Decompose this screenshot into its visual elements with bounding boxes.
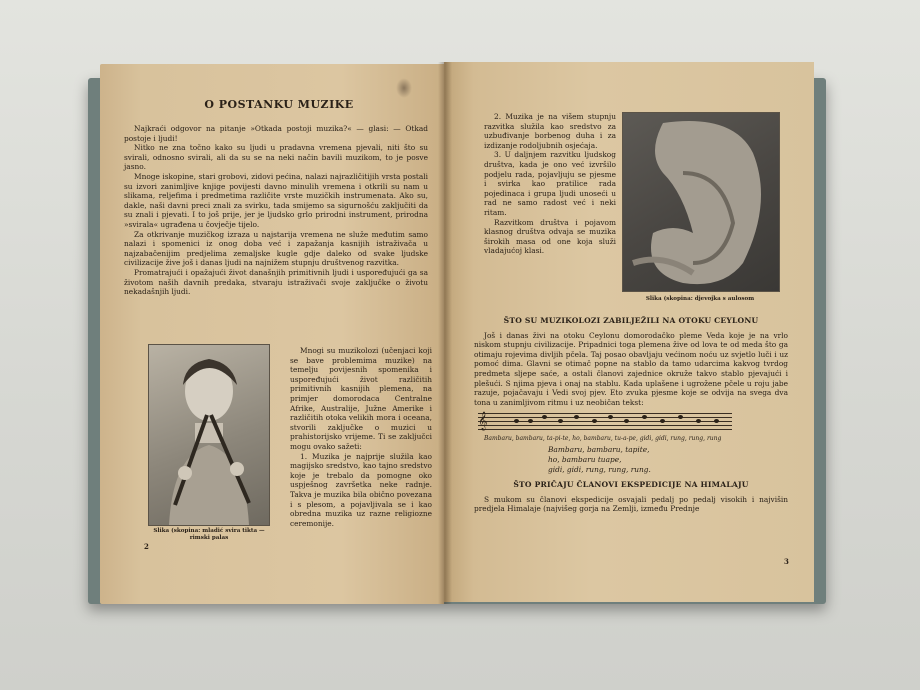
- paragraph: Nitko ne zna točno kako su ljudi u pradavna vremena pjevali, niti što su svirali, odnosno svirali, ali da su se na neki način bavili muzikom, to je posve jasno.: [124, 143, 428, 172]
- song-verse: Bambaru, bambaru, tapite, ho, bambaru tuape, gidi, gidi, rung, rung, rung.: [548, 445, 651, 474]
- paragraph: Još i danas živi na otoku Ceylonu domorodačko pleme Veda koje je na vrlo niskom stupnju civilizacije. Pripadnici toga plemena žive od lova te od meda što ga otimaju rojevima divljih pčela. Taj posao obavljaju većinom noću uz svjetlo luči i uz pomoć dima. Glavni se otimač popne na stablo da tamo udarcima kakvog tvrdog predmeta sljepe saće, a ostali članovi zajednice okruže takvo stablo pjevajući i plešući. S njima pjeva i onaj na stablu. Kada uplašene i ugrožene pčele u roju jabe razuje, pojačavaju i Vedi svoj pjev. Eto zvuka pjesme koje se odvija na svega dva tona u zanimljivom ritmu i uz neobičan tekst:: [474, 330, 788, 407]
- paragraph: Promatrajući i opažajući život današnjih primitivnih ljudi i uspoređujući ga sa životom naših davnih predaka, stvaraju istraživači svoje zaključke o životu nekadašnjih ljudi.: [124, 267, 428, 297]
- right-body: [474, 316, 788, 514]
- book-gutter: [438, 62, 452, 604]
- relief-photo: [622, 112, 780, 292]
- right-page: [444, 62, 814, 602]
- section-heading: ŠTO PRIČAJU ČLANOVI EKSPEDICIJE NA HIMALAJU: [513, 480, 749, 490]
- chapter-title: O POSTANKU MUZIKE: [204, 98, 354, 111]
- left-page-number: 2: [144, 542, 149, 551]
- paragraph: 1. Muzika je najprije služila kao magijsko sredstvo, kao tajno sredstvo koje je trebalo da pomogne oko uspješnog završetka neke radnje. Takva je muzika bila obično povezana i s plesom, a pojavljivala se i kao obredna muzika uz razne religiozne ceremonije.: [290, 451, 432, 528]
- left-photo-caption: Slika (skopina: mladić svira tikta — rimski palas: [153, 528, 265, 541]
- score-lyric: Bambaru, bambaru, ta-pi-te, ho, bambaru, tu-a-pe, gidi, gidi, rung, rung, rung: [484, 435, 722, 443]
- left-page: [100, 64, 444, 604]
- right-photo-caption: Slika (skopina: djevojka s aulosom: [645, 296, 755, 302]
- paragraph: Mnogi su muzikolozi (učenjaci koji se bave problemima muzike) na temelju povijesnih spomenika i uspoređujući život različitih primitivnih kasnijih plemena, na primjer domorodaca Centralne Afrike, Australije, Južne Amerike i različitih otoka velikih mora i oceana, stvorili zaključke o muzici u prahistorijsko vrijeme. Ti se zaključci mogu ovako sažeti:: [290, 346, 432, 451]
- paragraph: Razvitkom društva i pojavom klasnog društva odvaja se muzika širokih masa od one koja služi vladajućoj klasi.: [484, 217, 616, 256]
- paragraph: S mukom su članovi ekspedicije osvajali pedalj po pedalj visokih i najvišin predjela Himalaje (najvišeg gorja na Zemlji, između Prednje: [474, 494, 788, 514]
- paragraph: 2. Muzika je na višem stupnju razvitka služila kao sredstvo za uzbuđivanje borbenog duha i za izdizanje rodoljubnih osjećaja.: [484, 112, 616, 150]
- music-score: [474, 411, 788, 433]
- left-lower-body: [290, 346, 432, 528]
- right-column: [484, 112, 616, 256]
- paragraph: Za otkrivanje muzičkog izraza u najstarija vremena ne služe međutim samo nalazi i spomenici iz onog doba već i zapažanja kasnijih istraživača u najzabačenijim predjelima zemaljske kugle gdje daleko od svake ljudske civilizacije žive još i danas ljudi na najnižem stupnju društvenog razvitka.: [124, 229, 428, 268]
- paragraph: Mnoge iskopine, stari grobovi, zidovi pećina, nalazi najrazličitijih vrsta postali su izvori zanimljive knjige povijesti davno minulih vremena i otkrili su nam u slikama, reljefima i predmetima različite vrste muzičkih instrumenata. Ako su, dakle, naši davni preci znali za svirku, tada smijemo sa sigurnošću zaključiti da su znali i pjevati. I to još prije, jer je ljudsko grlo prirodni instrument, prirodna »svirala« ugrađena u čovječje tijelo.: [124, 171, 428, 229]
- paragraph: 3. U daljnjem razvitku ljudskog društva, kada je ono već izvršilo podjelu rada, pojavljuju se pjesme i svirka kao pratilice rada pojedinaca i grupa ljudi unoseći u rad ne samo radost već i neki ritam.: [484, 150, 616, 217]
- right-page-number: 3: [784, 557, 789, 566]
- treble-clef-icon: 𝄞: [478, 411, 488, 431]
- section-heading: ŠTO SU MUZIKOLOZI ZABILJEŽILI NA OTOKU CEYLONU: [503, 316, 759, 325]
- page-stain: [396, 78, 412, 98]
- left-body: [124, 124, 428, 297]
- paragraph: Najkraći odgovor na pitanje »Otkada postoji muzika?« — glasi: — Otkad postoje i ljudi!: [124, 124, 428, 143]
- flute-player-photo: [148, 344, 270, 526]
